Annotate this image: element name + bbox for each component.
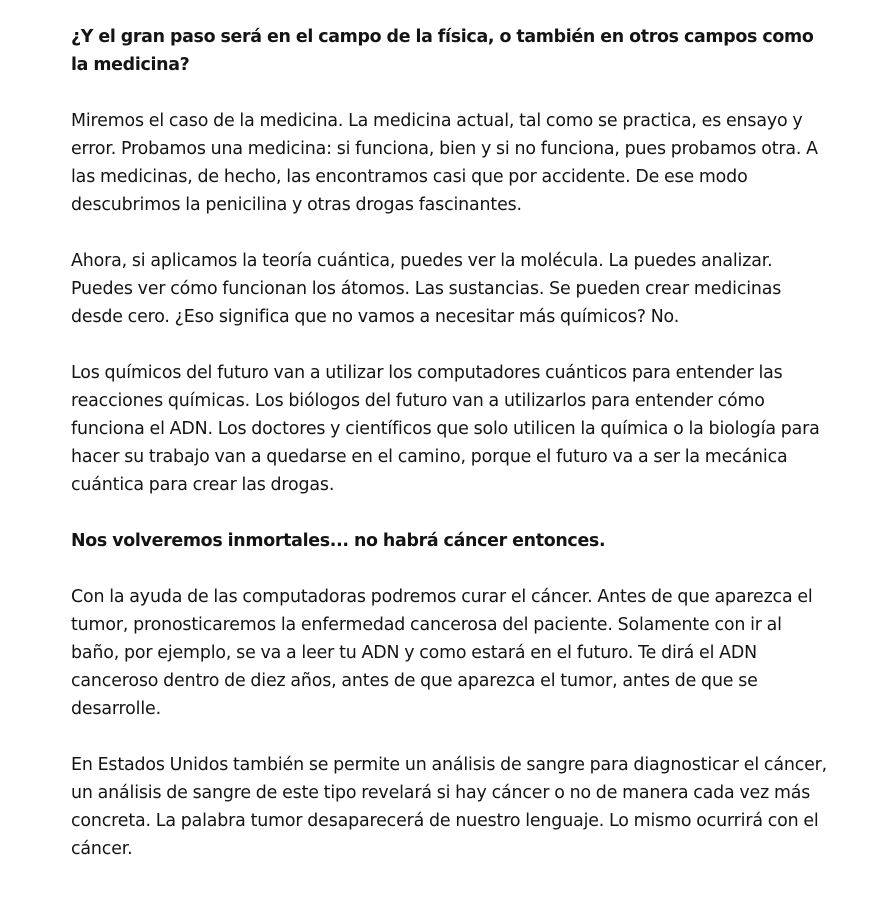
interview-question: ¿Y el gran paso será en el campo de la física, o también en otros campos como la medicina? [71,27,814,75]
article-paragraph: Los químicos del futuro van a utilizar los computadores cuánticos para entender las reacciones químicas. Los biólogos del futuro van a utilizarlos para entender cómo funciona el ADN. Los doctores y científicos que solo utilicen la química o la biología para hacer su trabajo van a quedarse en el camino, porque el futuro va a ser la mecánica cuántica para crear las drogas. [71,363,820,495]
article-paragraph: Con la ayuda de las computadoras podremos curar el cáncer. Antes de que aparezca el tumor, pronosticaremos la enfermedad cancerosa del paciente. Solamente con ir al baño, por ejemplo, se va a leer tu ADN y como estará en el futuro. Te dirá el ADN canceroso dentro de diez años, antes de que aparezca el tumor, antes de que se desarrolle. [71,587,813,719]
article-paragraph: Miremos el caso de la medicina. La medicina actual, tal como se practica, es ensayo y error. Probamos una medicina: si funciona, bien y si no funciona, pues probamos otra. A las medicinas, de hecho, las encontramos casi que por accidente. De ese modo descubrimos la penicilina y otras drogas fascinantes. [71,111,818,215]
article-paragraph: Ahora, si aplicamos la teoría cuántica, puedes ver la molécula. La puedes analizar. Puedes ver cómo funcionan los átomos. Las sustancias. Se pueden crear medicinas desde cero. ¿Eso significa que no vamos a necesitar más químicos? No. [71,251,782,327]
article-paragraph: En Estados Unidos también se permite un análisis de sangre para diagnosticar el cáncer, un análisis de sangre de este tipo revelará si hay cáncer o no de manera cada vez más concreta. La palabra tumor desaparecerá de nuestro lenguaje. Lo mismo ocurrirá con el cáncer. [71,755,828,859]
interview-question: Nos volveremos inmortales... no habrá cáncer entonces. [71,531,606,551]
